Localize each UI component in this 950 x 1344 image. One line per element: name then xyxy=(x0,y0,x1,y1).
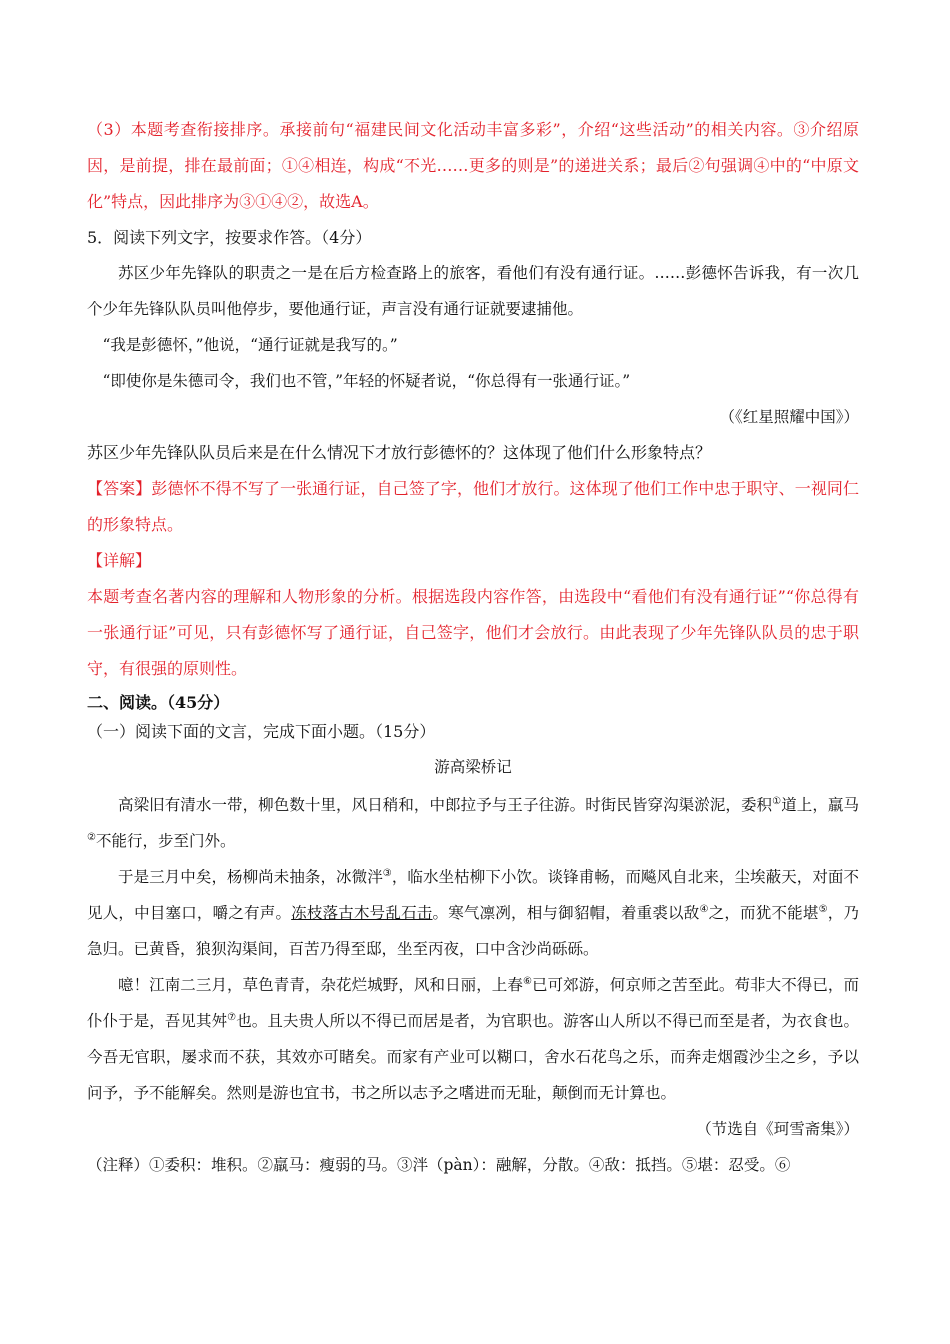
footnote-ref-2: ② xyxy=(87,831,96,843)
underlined-sentence: 冻枝落古木号乱石击 xyxy=(291,904,433,922)
footnote-ref-4: ④ xyxy=(699,903,709,915)
footnote-ref-5: ⑤ xyxy=(818,903,828,915)
section2-heading: 二、阅读。（45分） xyxy=(87,693,230,712)
footnote-ref-6: ⑥ xyxy=(522,975,532,987)
essay-notes: （注释）①委积：堆积。②羸马：瘦弱的马。③泮（pàn）：融解，分散。④敌：抵挡。⑤堪：忍受。⑥ xyxy=(87,1156,791,1174)
footnote-ref-3: ③ xyxy=(382,867,392,879)
q5-answer: 【答案】彭德怀不得不写了一张通行证，自己签了字，他们才放行。这体现了他们工作中忠于职守、一视同仁的形象特点。 xyxy=(87,479,859,534)
q5-source: （《红星照耀中国》） xyxy=(719,408,859,426)
essay-title: 游高梁桥记 xyxy=(434,758,512,776)
section2-subheading: （一）阅读下面的文言，完成下面小题。（15分） xyxy=(87,722,436,741)
q5-title: 5．阅读下列文字，按要求作答。（4分） xyxy=(87,228,372,247)
q3-analysis: （3）本题考查衔接排序。承接前句“福建民间文化活动丰富多彩”，介绍“这些活动”的相关内容。③介绍原因，是前提，排在最前面；①④相连，构成“不光……更多的则是”的递进关系；最后②句强调④中的“中原文化”特点，因此排序为③①④②，故选A。 xyxy=(87,120,859,211)
essay-para-2: 于是三月中矣，杨柳尚未抽条，冰微泮③，临水坐枯柳下小饮。谈锋甫畅，而飚风自北来，尘埃蔽天，对面不见人，中目塞口，嚼之有声。冻枝落古木号乱石击。寒气凛冽，相与御貂帽，着重裘以敌④之，而犹不能堪⑤，乃急归。已黄昏，狼狈沟渠间，百苦乃得至邸，坐至丙夜，口中含沙尚砾砾。 xyxy=(87,867,859,958)
essay-source: （节选自《珂雪斋集》） xyxy=(696,1120,859,1138)
footnote-ref-7: ⑦ xyxy=(227,1011,237,1023)
q5-detail-label: 【详解】 xyxy=(87,551,152,570)
q5-question: 苏区少年先锋队队员后来是在什么情况下才放行彭德怀的？这体现了他们什么形象特点？ xyxy=(87,443,712,462)
essay-para-1: 高梁旧有清水一带，柳色数十里，风日稍和，中郎拉予与王子往游。时街民皆穿沟渠淤泥，委积①道上，羸马②不能行，步至门外。 xyxy=(87,795,859,850)
q5-passage-para: 苏区少年先锋队的职责之一是在后方检查路上的旅客，看他们有没有通行证。……彭德怀告诉我，有一次几个少年先锋队队员叫他停步，要他通行证，声言没有通行证就要逮捕他。 xyxy=(87,264,859,318)
q5-quote-1: “我是彭德怀，”他说，“通行证就是我写的。” xyxy=(102,336,398,354)
q5-detail: 本题考查名著内容的理解和人物形象的分析。根据选段内容作答，由选段中“看他们有没有通行证”“你总得有一张通行证”可见，只有彭德怀写了通行证，自己签字，他们才会放行。由此表现了少年先锋队队员的忠于职守，有很强的原则性。 xyxy=(87,587,859,678)
q5-quote-2: “即使你是朱德司令，我们也不管，”年轻的怀疑者说，“你总得有一张通行证。” xyxy=(102,372,631,390)
footnote-ref-1: ① xyxy=(772,795,782,807)
document-page xyxy=(87,112,859,1183)
essay-para-3: 噫！江南二三月，草色青青，杂花烂城野，风和日丽，上春⑥已可郊游，何京师之苦至此。苟非大不得已，而仆仆于是，吾见其舛⑦也。且夫贵人所以不得已而居是者，为官职也。游客山人所以不得已而至是者，为衣食也。今吾无官职，屡求而不获，其效亦可睹矣。而家有产业可以糊口，舍水石花鸟之乐，而奔走烟霞沙尘之乡，予以问予，予不能解矣。然则是游也宜书，书之所以志予之嗜进而无耻，颠倒而无计算也。 xyxy=(87,975,859,1102)
